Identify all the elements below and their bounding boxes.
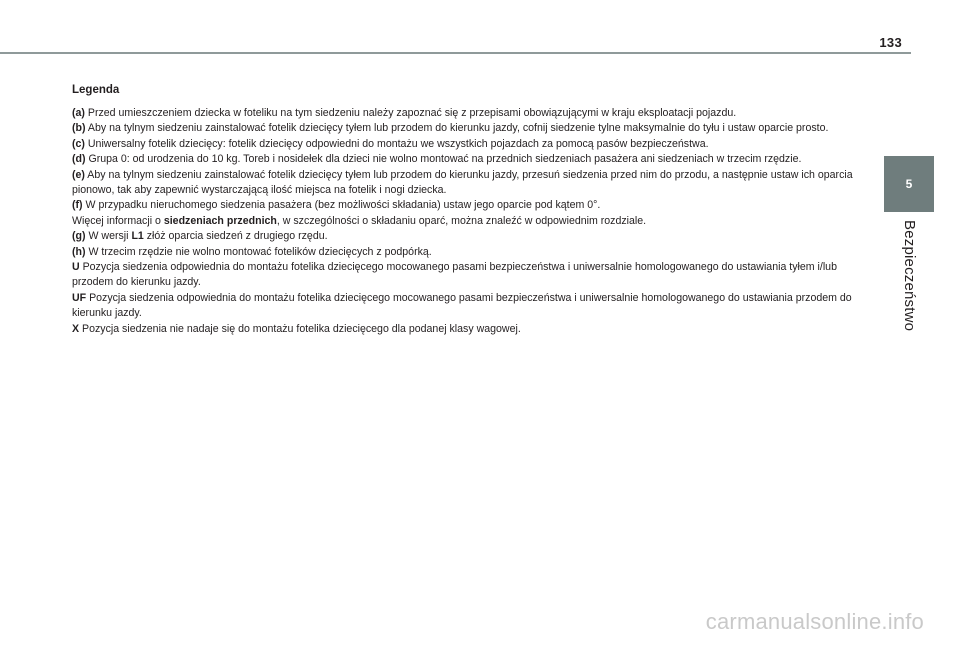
legend-entry-b	[72, 121, 880, 136]
entry-text: W wersji	[85, 230, 132, 243]
legend-entry-g	[72, 229, 880, 244]
entry-text: Pozycja siedzenia odpowiednia do montażu fotelika dziecięcego mocowanego pasami bezpieczeństwa i uniwersalnie homologowanego do ustawiania tyłem i/lub przodem do kierunku jazdy.	[72, 261, 837, 289]
entry-key: (a)	[72, 107, 85, 119]
entry-key: (d)	[72, 153, 86, 166]
entry-link-text: siedzeniach przednich	[163, 214, 277, 227]
entry-key: UF	[72, 291, 87, 304]
legend-entry-uf	[72, 291, 880, 322]
entry-key: (b)	[72, 122, 86, 135]
entry-text: W trzecim rzędzie nie wolno montować fotelików dziecięcych z podpórką.	[85, 245, 432, 258]
chapter-number: 5	[905, 177, 913, 191]
entry-key: (e)	[72, 168, 85, 181]
entry-text: złóż oparcia siedzeń z drugiego rzędu.	[143, 230, 328, 243]
legend-entry-x	[72, 322, 880, 337]
entry-text: , w szczególności o składaniu oparć, można znaleźć w odpowiednim rozdziale.	[276, 214, 647, 227]
legend-title: Legenda	[72, 84, 120, 96]
legend-entry-a	[72, 106, 880, 121]
watermark: carmanualsonline.info	[705, 609, 924, 634]
chapter-tab	[884, 156, 934, 212]
legend-entry-c	[72, 137, 880, 152]
legend-entry-d	[72, 152, 880, 167]
entry-key: U	[72, 261, 80, 274]
entry-key: (c)	[72, 137, 85, 150]
chapter-title: Bezpieczeństwo	[901, 220, 918, 332]
entry-text: Aby na tylnym siedzeniu zainstalować fotelik dziecięcy tyłem lub przodem do kierunku jazdy, przesuń siedzenia przed nim do przodu, a następnie ustaw ich oparcia pionowo, tak aby zapewnić wystarczającą ilość miejsca na fotelik i nogi dziecka.	[72, 168, 853, 197]
entry-key: (g)	[72, 230, 86, 243]
entry-text: W przypadku nieruchomego siedzenia pasażera (bez możliwości składania) ustaw jego oparcie pod kątem 0°.	[82, 199, 601, 212]
entry-text: Grupa 0: od urodzenia do 10 kg. Toreb i nosidełek dla dzieci nie wolno montować na przednich siedzeniach pasażera ani siedzeniach w trzecim rzędzie.	[85, 153, 802, 166]
entry-text: Pozycja siedzenia odpowiednia do montażu fotelika dziecięcego mocowanego pasami bezpieczeństwa i uniwersalnie homologowanego do ustawiania przodem do kierunku jazdy.	[72, 291, 852, 320]
legend-entry-front-seats-info	[72, 214, 880, 229]
page-number: 133	[879, 35, 902, 50]
entry-version: L1	[131, 230, 144, 243]
legend-entry-u	[72, 260, 880, 291]
entry-key: X	[72, 322, 80, 335]
legend-entry-h	[72, 245, 880, 260]
entry-key: (h)	[72, 245, 86, 258]
entry-text: Aby na tylnym siedzeniu zainstalować fotelik dziecięcy tyłem lub przodem do kierunku jazdy, cofnij siedzenie tylne maksymalnie do tyłu i ustaw oparcie prosto.	[85, 122, 829, 135]
legend-section	[72, 84, 880, 337]
entry-text: Więcej informacji o	[72, 214, 164, 227]
legend-entry-e	[72, 168, 880, 199]
entry-text: Przed umieszczeniem dziecka w foteliku na tym siedzeniu należy zapoznać się z przepisami obowiązującymi w kraju eksploatacji pojazdu.	[84, 107, 737, 119]
header-rule	[0, 52, 911, 54]
entry-key: (f)	[72, 199, 83, 212]
entry-text: Uniwersalny fotelik dziecięcy: fotelik dziecięcy odpowiedni do montażu we wszystkich pojazdach za pomocą pasów bezpieczeństwa.	[84, 137, 709, 150]
legend-entry-f	[72, 198, 880, 213]
entry-text: Pozycja siedzenia nie nadaje się do montażu fotelika dziecięcego dla podanej klasy wagowej.	[79, 322, 521, 335]
